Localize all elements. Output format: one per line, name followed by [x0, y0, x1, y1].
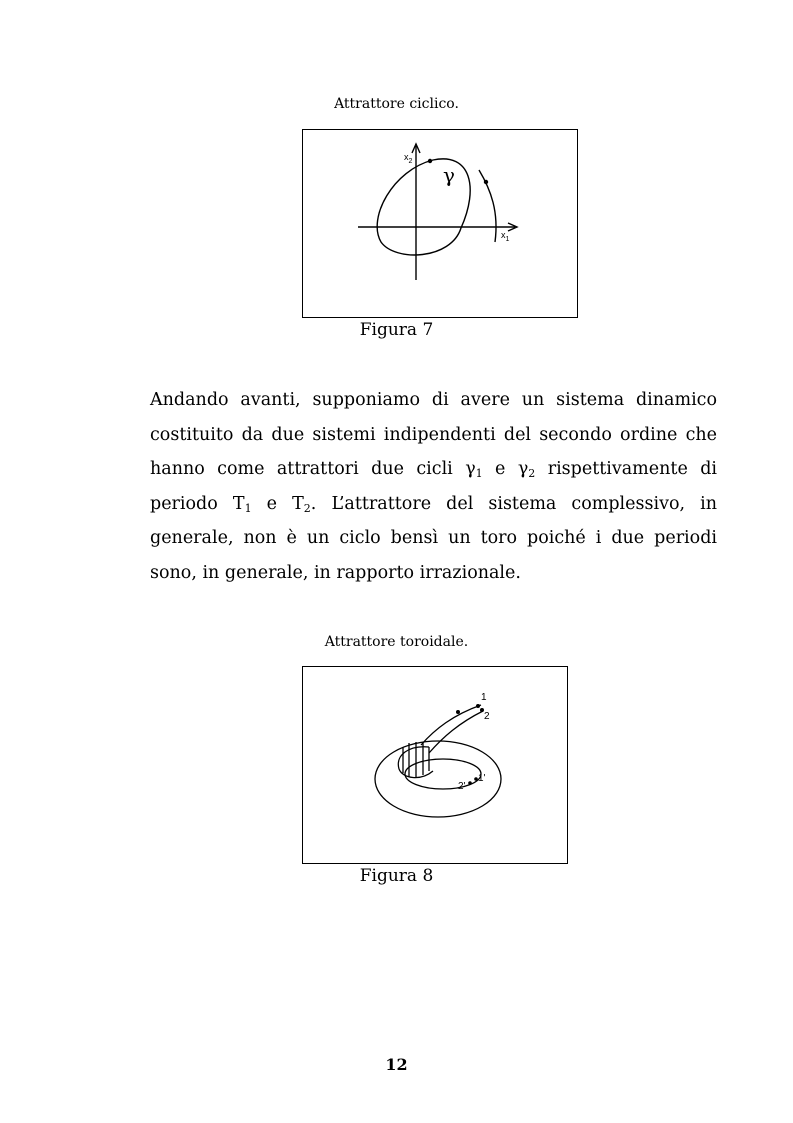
figure-7-diagram [302, 129, 578, 318]
x1-axis-subscript: 1 [505, 236, 510, 243]
trajectory-tube-upper [421, 705, 481, 745]
period-symbol: T [292, 493, 304, 514]
figure-7-label: Figura 7 [359, 320, 434, 340]
limit-cycle-curve [377, 159, 470, 255]
marker-1: 1 [481, 692, 487, 703]
cyclic-attractor-diagram [303, 130, 577, 317]
tube-point [476, 704, 480, 708]
gamma-subscript-1: 1 [475, 467, 483, 480]
gamma-symbol: γ [465, 459, 476, 479]
tube-point [456, 710, 460, 714]
page-number: 12 [385, 1055, 408, 1074]
x1-axis-label: x [501, 230, 506, 240]
figure-8-label: Figura 8 [359, 866, 434, 886]
return-point [468, 781, 472, 785]
period-symbol: T [232, 493, 245, 514]
period-subscript-2: 2 [303, 501, 311, 515]
svg-text:x2 [404, 152, 413, 165]
trajectory-point [484, 180, 488, 184]
figure-8-title: Attrattore toroidale. [324, 634, 469, 650]
period-subscript-1: 1 [244, 501, 252, 515]
gamma-label: γ [443, 163, 455, 187]
svg-text:x1 [501, 230, 510, 243]
figure-7-title: Attrattore ciclico. [334, 96, 459, 112]
marker-1-prime: 1' [478, 773, 486, 784]
gamma-subscript-2: 2 [528, 467, 536, 480]
conjunction-2: e [251, 493, 293, 514]
figure-8-diagram [302, 666, 568, 864]
body-paragraph [150, 383, 717, 590]
trajectory-tube-lower [429, 711, 483, 753]
marker-2: 2 [484, 711, 490, 722]
paragraph-text-2: rispettivamente di periodo [150, 459, 717, 514]
x2-axis-label: x [404, 152, 409, 162]
toroidal-attractor-diagram [303, 667, 567, 863]
conjunction-1: e [482, 459, 518, 479]
gamma-symbol: γ [517, 459, 529, 479]
paragraph-text-1: Andando avanti, supponiamo di avere un sistema dinamico costituito da due sistemi indipendenti del secondo ordine che hanno come attrattori due cicli [150, 390, 717, 479]
cycle-point [428, 159, 432, 163]
x2-axis-subscript: 2 [408, 158, 413, 165]
paragraph-text-3: . L’attrattore del sistema complessivo, in generale, non è un ciclo bensì un toro poiché i due periodi sono, in generale, in rapporto irrazionale. [150, 493, 718, 583]
marker-2-prime: 2' [458, 781, 466, 792]
